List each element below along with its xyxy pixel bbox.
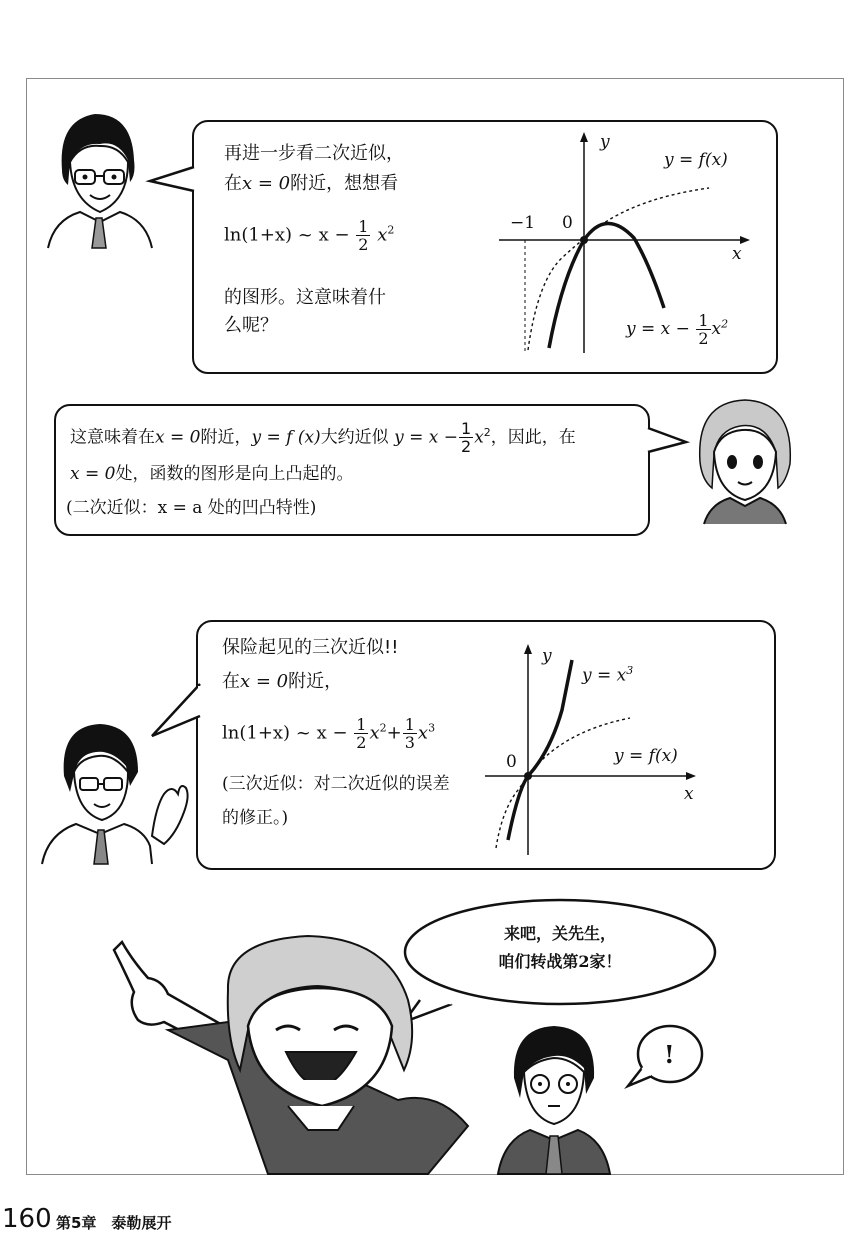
panel3-line4: 的修正。)	[222, 808, 289, 828]
man-with-glasses-illustration	[40, 100, 160, 250]
panel1-line1: 再进一步看二次近似，	[224, 143, 404, 164]
panel3-line3: (三次近似：对二次近似的误差	[222, 774, 450, 794]
panel2-line3: (二次近似：x = a 处的凹凸特性)	[66, 498, 317, 518]
panel2-line1: 这意味着在x = 0附近，y = f (x)大约近似 y = x − $\frac{1}{2}$ $x^2$，因此，在	[70, 419, 576, 456]
panel2-bubble-tail	[644, 426, 690, 456]
graph2-origin: 0	[506, 752, 517, 772]
graph1-origin: 0	[562, 213, 573, 233]
chapter-title: 第5章 泰勒展开	[56, 1214, 172, 1232]
panel1-bubble-tail	[148, 165, 198, 195]
man-pointing-illustration	[40, 716, 200, 866]
man-surprised-illustration	[494, 1018, 614, 1174]
panel1-line3: 的图形。这意味着什	[224, 287, 386, 308]
graph1-curve2-label: y = x − $\frac{1}{2}$ $x^2$	[626, 311, 729, 348]
graph1-y-label: y	[600, 132, 610, 152]
panel3-line2: 在x = 0附近，	[222, 671, 343, 692]
panel2-line2: x = 0处，函数的图形是向上凸起的。	[70, 464, 354, 484]
exclaim-mark: !	[664, 1040, 675, 1069]
panel3-formula: ln(1+x) ~ x − $\frac{1}{2}$ $x^2+$ $\frac{1}{3}$ $x^3$	[222, 715, 436, 752]
woman-illustration	[690, 392, 800, 524]
panel1-line2: 在x = 0附近，想想看	[224, 173, 399, 194]
graph1-curve1-label: y = f(x)	[664, 150, 728, 170]
graph1-x-label: x	[732, 244, 742, 264]
graph2-curve1-label: $y = x^3$	[582, 664, 634, 686]
woman-cheering-illustration	[108, 930, 508, 1174]
graph2-x-label: x	[684, 784, 694, 804]
panel1-formula: ln(1+x) ~ x − $\frac{1}{2}$ $x^2$	[224, 217, 395, 254]
panel3-line1: 保险起见的三次近似!!	[222, 637, 399, 658]
page-number: 160	[2, 1204, 52, 1234]
graph2-curve2-label: y = f(x)	[614, 746, 678, 766]
panel1-line4: 么呢？	[224, 315, 278, 336]
graph1-tick-neg1: −1	[510, 213, 536, 233]
graph2-y-label: y	[542, 646, 552, 666]
panel4-speech-text: 来吧，关先生， 咱们转战第2家！	[498, 924, 622, 971]
